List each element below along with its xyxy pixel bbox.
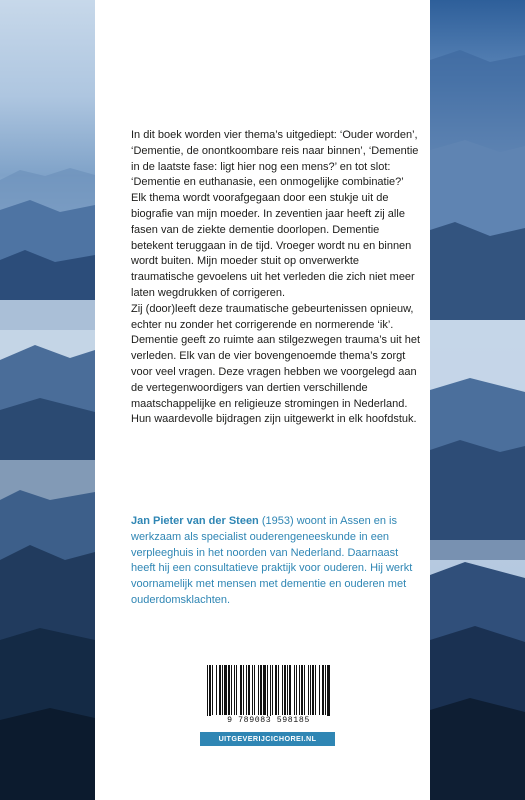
author-bio bbox=[131, 514, 423, 609]
barcode-bar bbox=[327, 665, 330, 721]
barcode-bar bbox=[296, 665, 297, 715]
barcode-bar bbox=[304, 665, 305, 715]
barcode-bar bbox=[282, 665, 283, 715]
barcode-bar bbox=[216, 665, 217, 715]
barcode-bar bbox=[289, 665, 291, 715]
blurb-paragraph: Elk thema wordt voorafgegaan door een stukje uit de biografie van mijn moeder. In zeventien jaar heeft zij alle fasen van de ziekte dementie doorlopen. Dementie betekent teruggaan in de tijd. Vroeger wordt nu en binnen wordt buiten. Mijn moeder stuit op onverwerkte traumatische gevoelens uit het verleden die zich niet meer laten wegdrukken of corrigeren. bbox=[131, 192, 415, 299]
barcode-bar bbox=[236, 665, 237, 715]
barcode-bar bbox=[278, 665, 279, 715]
barcode-bar bbox=[267, 665, 268, 721]
barcode-bar bbox=[294, 665, 295, 715]
barcode-bar bbox=[325, 665, 326, 715]
barcode-bar bbox=[243, 665, 244, 715]
author-bio-text: (1953) woont in Assen en is werkzaam als specialist ouderengeneeskunde in een verpleeghuis in het noorden van Nederland. Daarnaast heeft hij een consultatieve praktijk voor ouderen. Hij werkt voornamelijk met mensen met dementie en ouderen met ouderdomsklachten. bbox=[131, 515, 413, 606]
barcode-bar bbox=[315, 665, 316, 715]
barcode-bar bbox=[222, 665, 223, 715]
barcode-bar bbox=[224, 665, 227, 715]
barcode-bar bbox=[284, 665, 286, 715]
barcode-bar bbox=[254, 665, 255, 715]
barcode-bar bbox=[252, 665, 253, 715]
barcode-bars bbox=[205, 665, 333, 721]
isbn-number: 9 789083 598185 bbox=[201, 716, 336, 725]
author-name: Jan Pieter van der Steen bbox=[131, 515, 259, 527]
barcode-bar bbox=[308, 665, 309, 715]
barcode-bar bbox=[319, 665, 320, 715]
back-cover-blurb bbox=[131, 128, 421, 428]
misty-forest-photo-left bbox=[0, 0, 95, 800]
barcode-bar bbox=[310, 665, 311, 715]
barcode-bar bbox=[209, 665, 211, 721]
barcode-bar bbox=[219, 665, 221, 715]
barcode-bar bbox=[260, 665, 262, 715]
barcode-bar bbox=[246, 665, 247, 715]
barcode-bar bbox=[287, 665, 288, 715]
barcode-bar bbox=[270, 665, 271, 721]
barcode-bar bbox=[231, 665, 232, 715]
barcode-bar bbox=[272, 665, 273, 715]
barcode-bar bbox=[275, 665, 277, 715]
barcode-bar bbox=[312, 665, 314, 715]
barcode-bar bbox=[234, 665, 235, 715]
publisher-website: UITGEVERIJCICHOREI.NL bbox=[200, 732, 335, 746]
barcode-bar bbox=[228, 665, 230, 715]
barcode-bar bbox=[258, 665, 259, 715]
barcode-bar bbox=[212, 665, 213, 715]
barcode-bar bbox=[299, 665, 300, 715]
blurb-paragraph: In dit boek worden vier thema’s uitgediept: ‘Ouder worden’, ‘Dementie, de onontkoombare reis naar binnen’, ‘Dementie in de laatste fase: ligt hier nog een mens?’ en tot slot: ‘Dementie en euthanasie, een onmogelijke combinatie?’ bbox=[131, 129, 419, 189]
forest-landscape-image bbox=[0, 0, 95, 800]
barcode-bar bbox=[263, 665, 266, 715]
barcode-bar bbox=[240, 665, 242, 715]
barcode-bar bbox=[301, 665, 303, 715]
misty-forest-photo-right bbox=[430, 0, 525, 800]
barcode-bar bbox=[207, 665, 208, 721]
forest-landscape-image bbox=[430, 0, 525, 800]
blurb-paragraph: Zij (door)leeft deze traumatische gebeurtenissen opnieuw, echter nu zonder het corrigerende en normerende ‘ik’. Dementie geeft zo ruimte aan stilgezwegen trauma’s uit het verleden. Elk van de vier bovengenoemde thema’s zorgt voor veel vragen. Deze vragen hebben we voorgelegd aan de vertegenwoordigers van dertien verschillende maatschappelijke en religieuze stromingen in Nederland. Hun waardevolle bijdragen zijn uitgewerkt in elk hoofdstuk. bbox=[131, 302, 421, 426]
barcode-bar bbox=[248, 665, 250, 715]
barcode-bar bbox=[322, 665, 324, 715]
